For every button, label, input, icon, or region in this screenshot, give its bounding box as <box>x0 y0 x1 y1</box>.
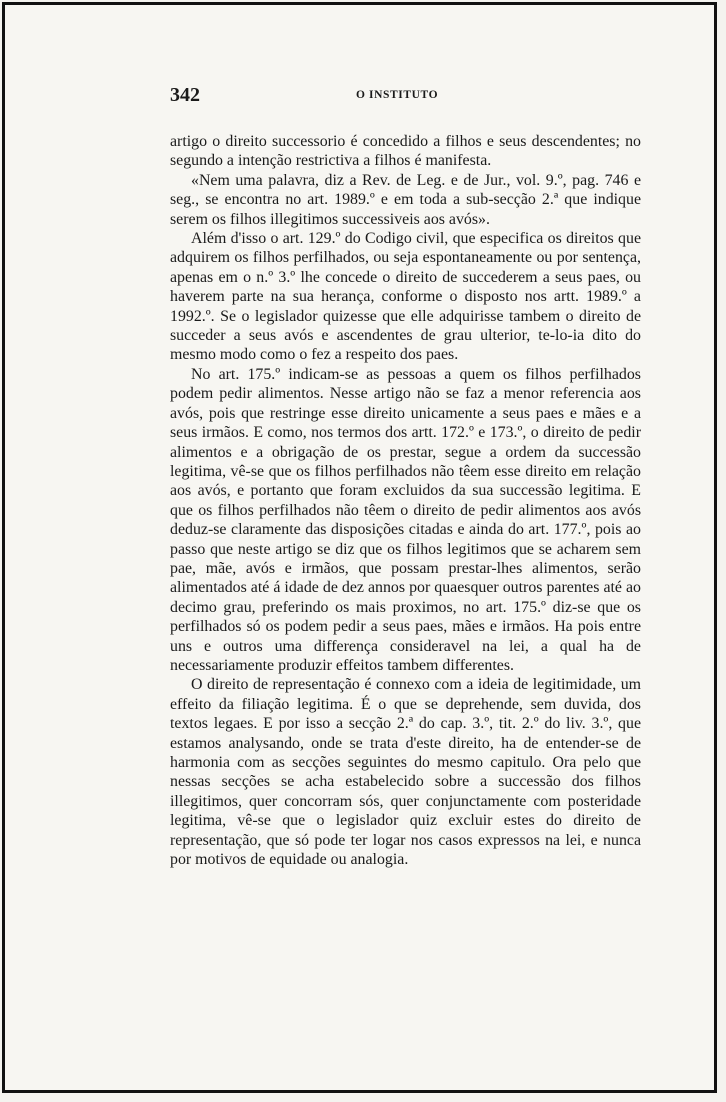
running-head <box>170 84 641 114</box>
page-number: 342 <box>170 84 200 106</box>
paragraph-continuation: artigo o direito successorio é concedido a filhos e seus descendentes; no segundo a intenção restrictiva a filhos é manifesta. <box>170 133 641 170</box>
running-title: O INSTITUTO <box>356 89 439 101</box>
body-text <box>170 132 641 869</box>
paragraph-representation: O direito de representação é connexo com a ideia de legitimidade, um effeito da filiação legitima. É o que se deprehende, sem duvida, dos textos legaes. E por isso a secção 2.ª do cap. 3.º, tit. 2.º do liv. 3.º, que estamos analysando, onde se trata d'este direito, ha de entender-se de harmonia com as secções seguintes do mesmo capitulo. Ora pelo que nessas secções se acha estabelecido sobre a successão dos filhos illegitimos, quer concorram sós, quer conjunctamente com posteridade legitima, vê-se que o legislador quiz excluir estes do direito de representação, que só pode ter logar nos casos expressos na lei, e nunca por motivos de equidade ou analogia. <box>170 676 641 869</box>
paragraph-art-175: No art. 175.º indicam-se as pessoas a quem os filhos perfilhados podem pedir alimentos. Nesse artigo não se faz a menor referencia aos avós, pois que restringe esse direito unicamente a seus paes e mães e a seus irmãos. E como, nos termos dos artt. 172.º e 173.º, o direito de pedir alimentos e a obrigação de os prestar, segue a ordem da successão legitima, vê-se que os filhos perfilhados não têem esse direito em relação aos avós, e portanto que foram excluidos da sua successão legitima. E que os filhos perfilhados não têem o direito de pedir alimentos aos avós deduz-se claramente das disposições citadas e ainda do art. 177.º, pois ao passo que neste artigo se diz que os filhos legitimos que se acharem sem pae, mãe, avós e irmãos, que possam prestar-lhes alimentos, serão alimentados até á idade de dez annos por quaesquer outros parentes até ao decimo grau, preferindo os mais proximos, no art. 175.º diz-se que os perfilhados só os podem pedir a seus paes, mães e irmãos. Ha pois entre uns e outros uma differença consideravel na lei, a qual ha de necessariamente produzir effeitos tambem differentes. <box>170 365 641 674</box>
paragraph-quotation: «Nem uma palavra, diz a Rev. de Leg. e de Jur., vol. 9.º, pag. 746 e seg., se encontra no art. 1989.º e em toda a sub-secção 2.ª que indique serem os filhos illegitimos successiveis aos avós». <box>170 171 641 228</box>
book-page <box>170 84 641 869</box>
paragraph-art-129: Além d'isso o art. 129.º do Codigo civil, que especifica os direitos que adquirem os filhos perfilhados, ou seja espontaneamente ou por sentença, apenas em o n.º 3.º lhe concede o direito de succederem a seus paes, ou haverem parte na sua herança, conforme o disposto nos artt. 1989.º a 1992.º. Se o legislador quizesse que elle adquirisse tambem o direito de succeder a seus avós e ascendentes de grau ulterior, te-lo-ia dito do mesmo modo como o fez a respeito dos paes. <box>170 230 641 364</box>
